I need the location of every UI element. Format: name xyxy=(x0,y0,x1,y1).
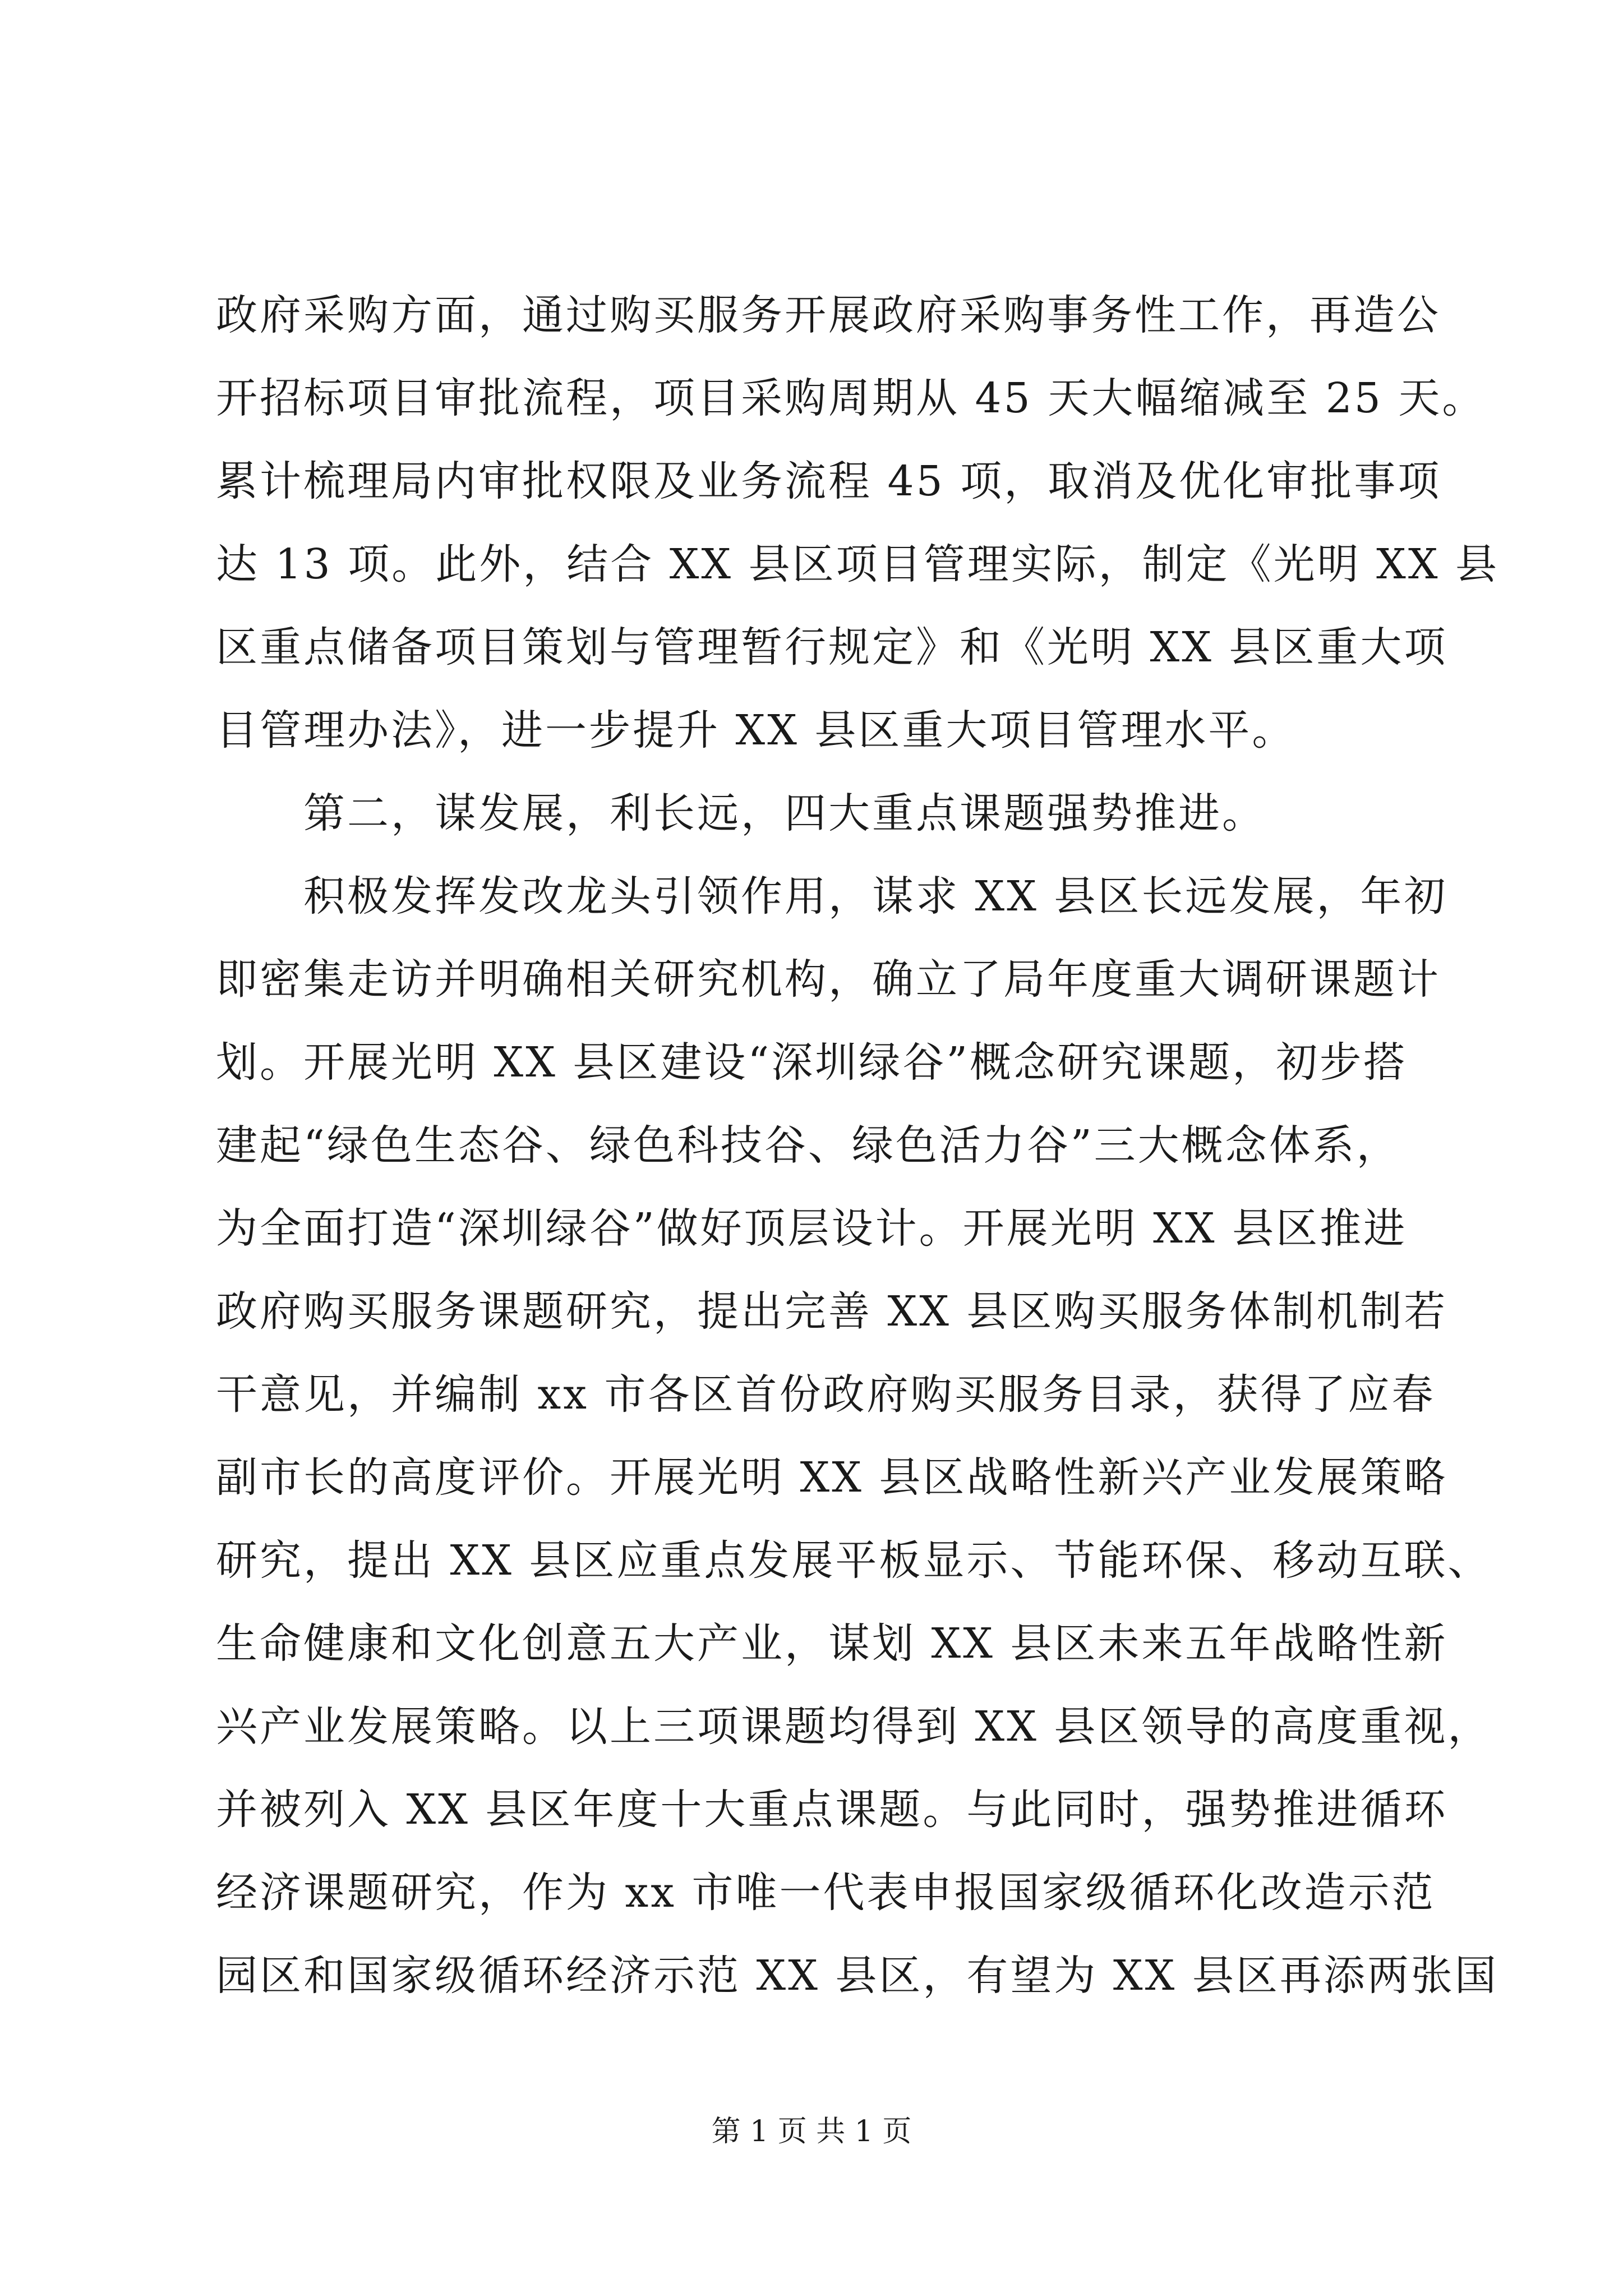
text-line: 园区和国家级循环经济示范 XX 县区，有望为 XX 县区再添两张国 xyxy=(216,1952,1498,2000)
text-line: 副市长的高度评价。开展光明 XX 县区战略性新兴产业发展策略 xyxy=(216,1453,1448,1502)
text-line: 即密集走访并明确相关研究机构，确立了局年度重大调研课题计 xyxy=(216,955,1441,1004)
text-line: 区重点储备项目策划与管理暂行规定》和《光明 XX 县区重大项 xyxy=(216,623,1448,671)
text-line: 建起“绿色生态谷、绿色科技谷、绿色活力谷”三大概念体系， xyxy=(216,1121,1400,1170)
page-footer: 第 1 页 共 1 页 xyxy=(711,2115,912,2148)
text-line: 并被列入 XX 县区年度十大重点课题。与此同时，强势推进循环 xyxy=(216,1786,1448,1834)
section-heading: 第二，谋发展，利长远，四大重点课题强势推进。 xyxy=(216,789,1266,838)
document-body xyxy=(216,274,1500,2017)
text-line: 目管理办法》，进一步提升 XX 县区重大项目管理水平。 xyxy=(216,706,1296,754)
text-line: 生命健康和文化创意五大产业，谋划 XX 县区未来五年战略性新 xyxy=(216,1619,1448,1668)
text-line: 干意见，并编制 xx 市各区首份政府购买服务目录，获得了应春 xyxy=(216,1370,1436,1419)
text-line: 兴产业发展策略。以上三项课题均得到 XX 县区领导的高度重视， xyxy=(216,1703,1492,1751)
text-line: 为全面打造“深圳绿谷”做好顶层设计。开展光明 XX 县区推进 xyxy=(216,1204,1408,1253)
text-line: 政府采购方面，通过购买服务开展政府采购事务性工作，再造公 xyxy=(216,291,1441,339)
text-line: 划。开展光明 XX 县区建设“深圳绿谷”概念研究课题，初步搭 xyxy=(216,1038,1408,1087)
text-line: 开招标项目审批流程，项目采购周期从 45 天大幅缩减至 25 天。 xyxy=(216,374,1486,422)
text-line: 研究，提出 XX 县区应重点发展平板显示、节能环保、移动互联、 xyxy=(216,1536,1492,1585)
text-line: 经济课题研究，作为 xx 市唯一代表申报国家级循环化改造示范 xyxy=(216,1869,1436,1917)
text-line: 累计梳理局内审批权限及业务流程 45 项，取消及优化审批事项 xyxy=(216,457,1442,505)
text-line: 政府购买服务课题研究，提出完善 XX 县区购买服务体制机制若 xyxy=(216,1287,1448,1336)
text-line: 积极发挥发改龙头引领作用，谋求 XX 县区长远发展，年初 xyxy=(216,872,1448,921)
text-line: 达 13 项。此外，结合 XX 县区项目管理实际，制定《光明 XX 县 xyxy=(216,540,1500,588)
